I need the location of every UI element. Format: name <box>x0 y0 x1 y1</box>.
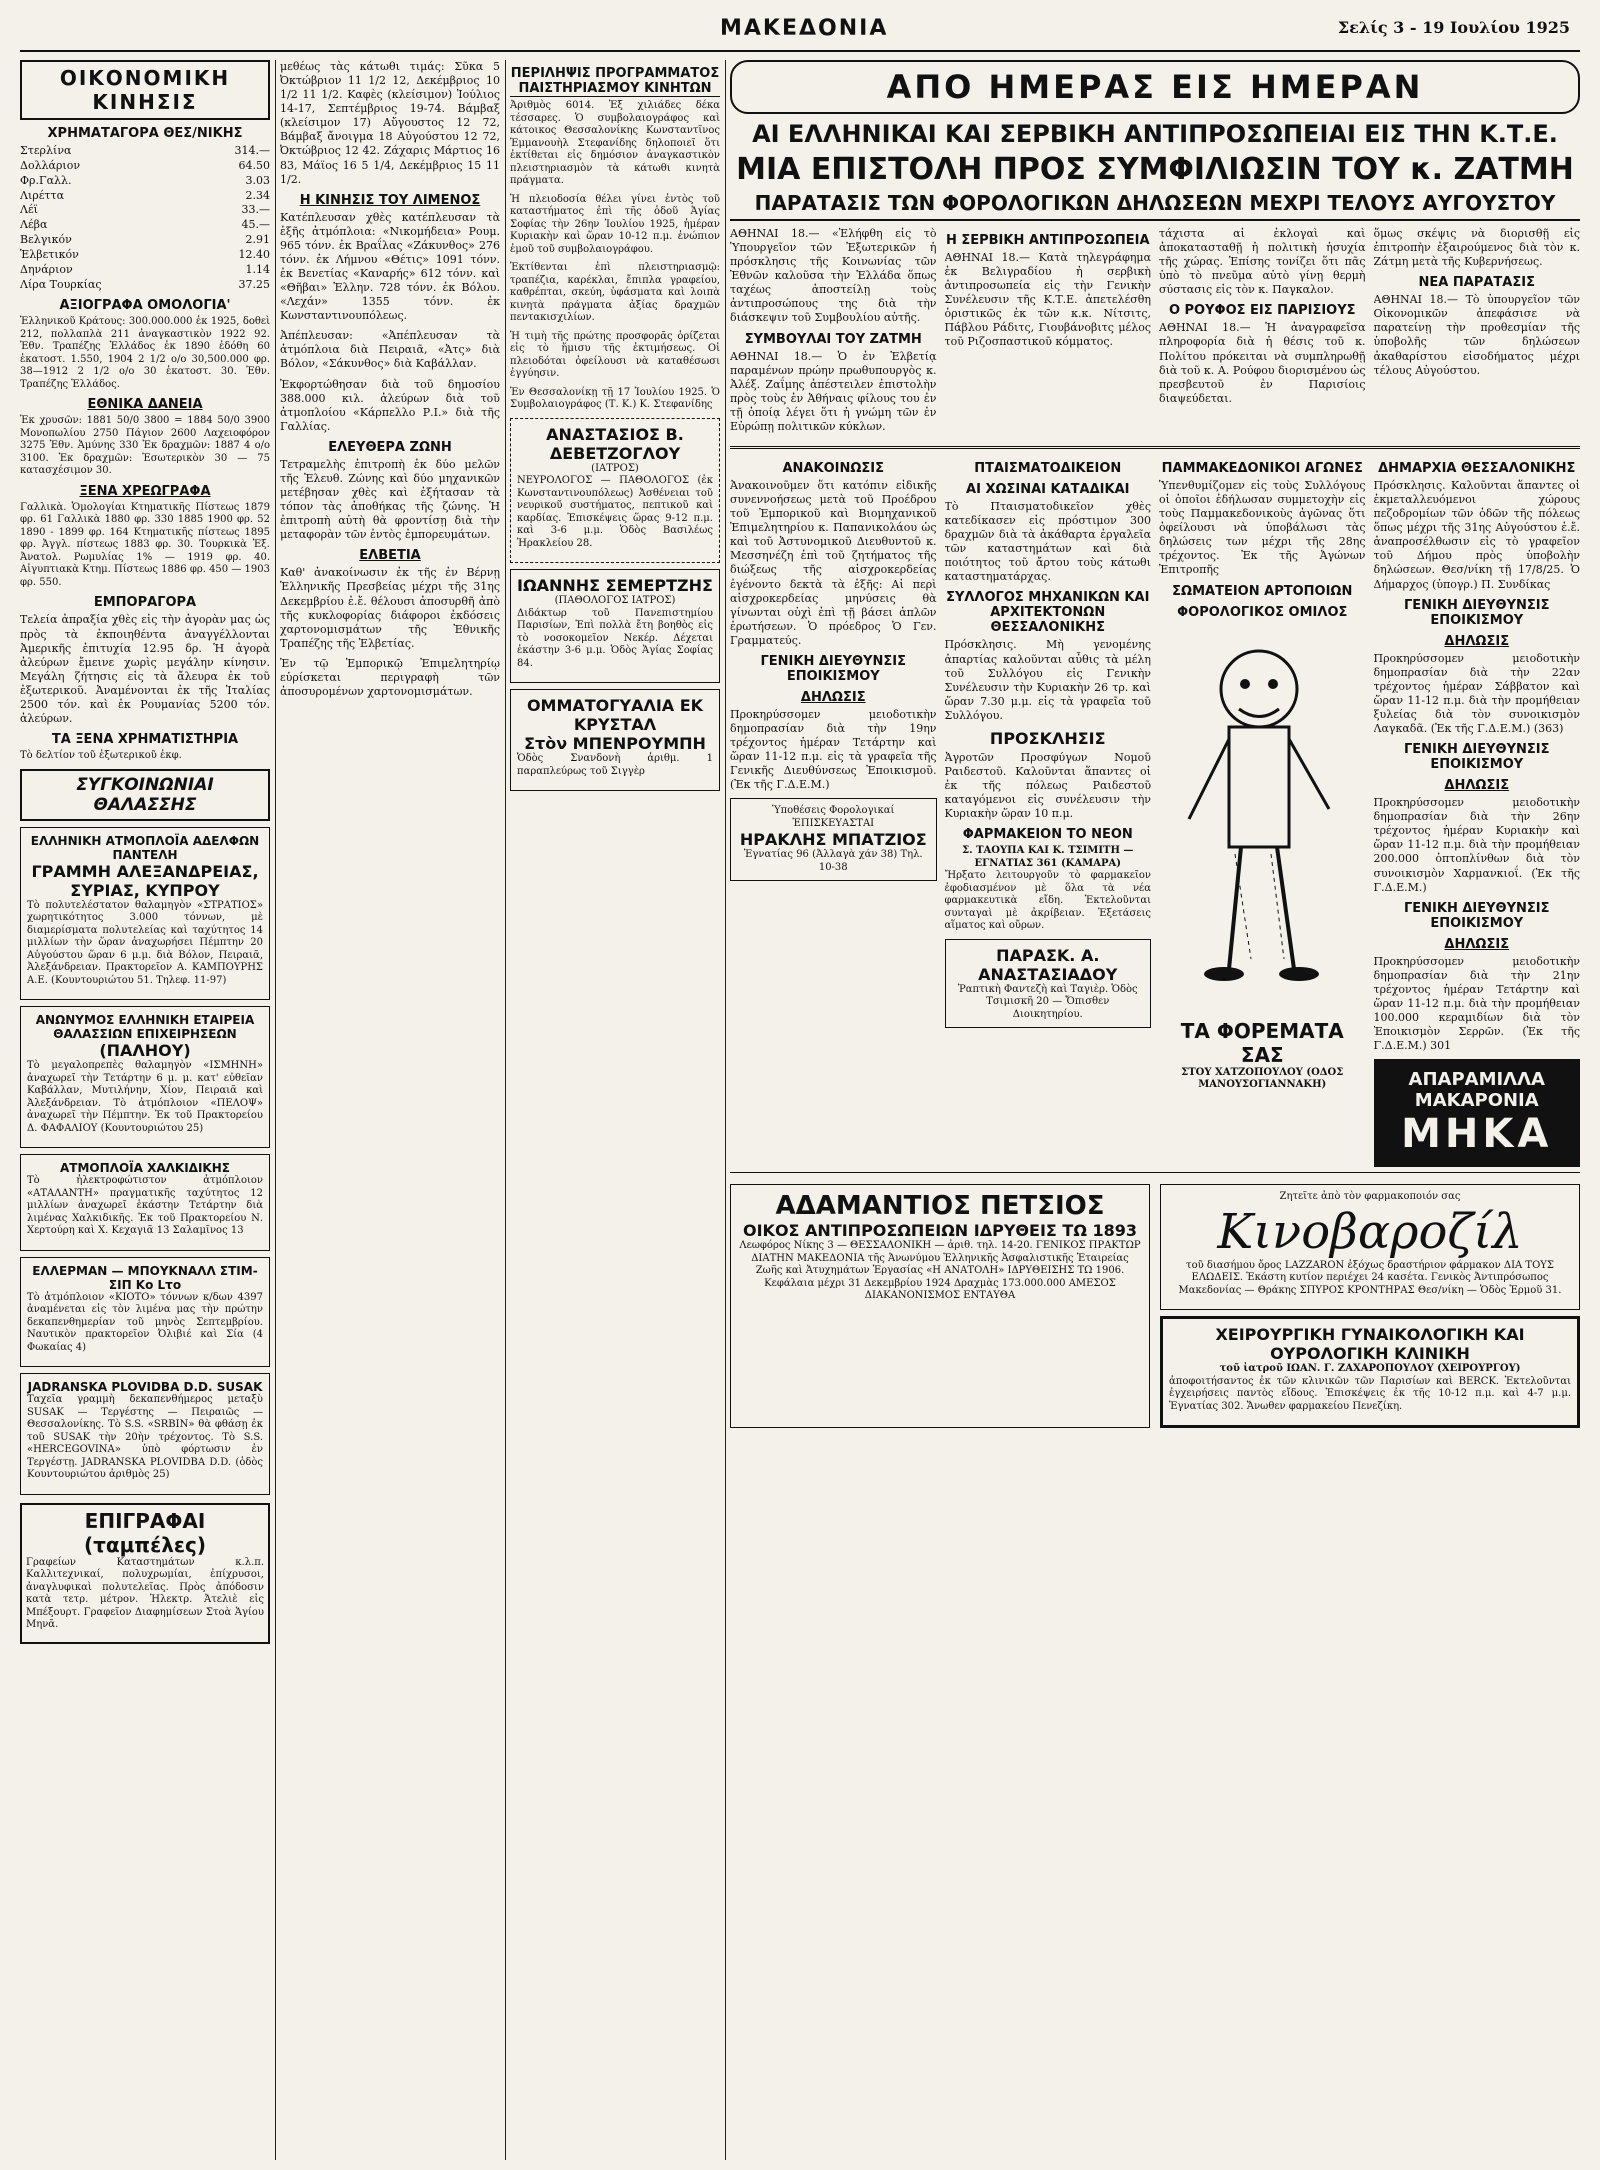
paragraph: ὅμως σκέψις νὰ διορισθῇ εἰς ἐπιτροπὴν ἐξαιρούμενος διὰ τὸν κ. Ζάτμη μετὰ τῆς Κυβερνήσεως. <box>1373 227 1580 269</box>
ad-title: ΑΤΜΟΠΛΟΪΑ ΧΑΛΚΙΔΙΚΗΣ <box>60 1161 230 1176</box>
paragraph: Ἐν Θεσσαλονίκῃ τῇ 17 Ἰουλίου 1925. Ὁ Συμβολαιογράφος (Τ. Κ.) Κ. Στεφανίδης <box>510 386 720 410</box>
commodity-heading: ΕΜΠΟΡΑΓΟΡΑ <box>93 595 197 611</box>
court-text: Τὸ Πταισματοδικεῖον χθὲς κατεδίκασεν εἰς πρόστιμον 300 δραχμῶν διὰ τὰ ἀκάθαρτα ἐργαλεῖα τῶν καταστημάτων καὶ διὰ ποιότητος τοῦ ἄρτου τοὺς κάτωθι καταστηματάρχας. <box>944 500 1151 584</box>
daily-banner: ΑΠΟ ΗΜΕΡΑΣ ΕΙΣ ΗΜΕΡΑΝ <box>730 60 1580 114</box>
currency-value: 2.91 <box>245 233 270 247</box>
stock-heading: ΤΑ ΞΕΝΑ ΧΡΗΜΑΤΙΣΤΗΡΙΑ <box>51 732 239 748</box>
currency-name: Δηνάριον <box>20 262 73 276</box>
paragraph: Ἡ πλειοδοσία θέλει γίνει ἐντὸς τοῦ καταστήματος ἐπὶ τῆς ὁδοῦ Ἁγίας Σοφίας τὴν 26ην Ἰουλίου 1925, ἡμέραν Κυριακὴν καὶ ὥραν 10-12 π.μ. ἐνώπιον ἐμοῦ τοῦ συμβολαιογράφου. <box>510 193 720 255</box>
ad-body: Τὸ ἀτμόπλοιον «ΚΙΟΤΟ» τόννων κ/δων 4397 ἀναμένεται εἰς τὸν λιμένα μας τὴν πρώτην δεκαπενθημερίαν τοῦ μηνὸς Σεπτεμβρίου. Ναυτικὸν πρακτορεῖον Ὀλιβιέ καὶ Σία (4 Φωκαίας 4) <box>27 1291 263 1353</box>
supply-heading: ΓΕΝΙΚΗ ΔΙΕΥΘΥΝΣΙΣ ΕΠΟΙΚΙΣΜΟΥ <box>1404 597 1550 628</box>
headline-2: ΜΙΑ ΕΠΙΣΤΟΛΗ ΠΡΟΣ ΣΥΜΦΙΛΙΩΣΙΝ ΤΟΥ κ. ΖΑΤΜΗ <box>736 152 1574 187</box>
lead-column <box>730 227 937 440</box>
divider <box>730 1172 1580 1173</box>
ad-subtitle: (ΠΑΛΗΟΥ) <box>99 1041 191 1061</box>
currency-name: Ἑλβετικόν <box>20 247 79 261</box>
medicine-ad-text: τοῦ διασήμου ὄρος LAZZARON ἐξόχως δραστήριον φάρμακον ΔΙΑ ΤΟΥΣ ΕΛΩΔΕΙΣ. Ἑκάστη κυτίον περιέχει 24 κασέτα. Γενικὸς Ἀντιπρόσωπος Μακεδονίας — Θράκης ΣΠΥΡΟΣ ΚΡΟΝΤΗΡΑΣ Θεσ/νίκη — Ὁδὸς Ἑρμοῦ 31. <box>1178 1259 1562 1296</box>
engineers-text: Πρόσκλησις. Μὴ γενομένης ἀπαρτίας καλοῦνται αὖθις τὰ μέλη τοῦ Συλλόγου εἰς Γενικὴν Συνέλευσιν τὴν Κυριακὴν 26 τρ. καὶ ὥραν 7.30 μ.μ. εἰς τὰ γραφεῖα τοῦ Συλλόγου. <box>944 638 1151 722</box>
ad-title: ΕΛΛΕΡΜΑΝ — ΜΠΟΥΚΝΑΛΛ ΣΤΙΜ-ΣΙΠ Κο Lτο <box>32 1263 258 1292</box>
newspaper-name: ΜΑΚΕΔΟΝΙΑ <box>720 16 889 41</box>
bakers-heading: ΣΩΜΑΤΕΙΟΝ ΑΡΤΟΠΟΙΩΝ <box>1172 583 1353 599</box>
ad-subtitle: ΟΙΚΟΣ ΑΝΤΙΠΡΟΣΩΠΕΙΩΝ ΙΔΡΥΘΕΙΣ ΤΩ 1893 <box>742 1221 1138 1241</box>
paragraph: Ἡ τιμὴ τῆς πρώτης προσφορᾶς ὁρίζεται εἰς τὸ ἥμισυ τῆς ἐκτιμήσεως. Οἱ πλειοδόται ὀφείλουσι νὰ καταθέσωσι ἐγγύησιν. <box>510 330 720 379</box>
clinic-ad-subtitle: τοῦ ἰατροῦ ΙΩΑΝ. Γ. ΖΑΧΑΡΟΠΟΥΛΟΥ (ΧΕΙΡΟΥΡΓΟΥ) <box>1219 1363 1521 1375</box>
announce-heading: ΑΝΑΚΟΙΝΩΣΙΣ <box>782 461 884 477</box>
supply-subheading: ΔΗΛΩΣΙΣ <box>800 689 866 705</box>
tax-club-heading: ΦΟΡΟΛΟΓΙΚΟΣ ΟΜΙΛΟΣ <box>1177 604 1348 620</box>
lower-column <box>1159 455 1366 1167</box>
municipality-heading: ΔΗΜΑΡΧΙΑ ΘΕΣΣΑΛΟΝΙΚΗΣ <box>1378 461 1576 477</box>
ad-subtitle: ΓΡΑΜΜΗ ΑΛΕΞΑΝΔΡΕΙΑΣ, ΣΥΡΙΑΣ, ΚΥΠΡΟΥ <box>31 861 259 900</box>
currency-name: Λιρέττα <box>20 188 65 202</box>
paragraph: Ἐκτίθενται ἐπὶ πλειστηριασμῷ: τραπέζια, καρέκλαι, ἔπιπλα γραφείου, καθρέπται, σκεύη, ὑφάσματα καὶ λοιπὰ κινητὰ πράγματα ἀξίας δραχμῶν πεντακισχιλίων. <box>510 262 720 323</box>
shipping-ad <box>20 1257 270 1368</box>
ad-subtitle: ΗΡΑΚΛΗΣ ΜΠΑΤΖΙΟΣ <box>739 830 927 850</box>
sub-heading: Η ΣΕΡΒΙΚΗ ΑΝΤΙΠΡΟΣΩΠΕΙΑ <box>945 233 1150 248</box>
column-market <box>280 60 500 2160</box>
stock-text: Τὸ δελτίον τοῦ ἐξωτερικοῦ ἐκφ. <box>20 750 182 762</box>
sub-heading: ΣΥΜΒΟΥΛΑΙ ΤΟΥ ΖΑΤΜΗ <box>744 331 922 347</box>
ad-title: ΟΜΜΑΤΟΓΥΑΛΙΑ ΕΚ ΚΡΥΣΤΑΛ <box>526 696 704 734</box>
clinic-ad <box>1160 1316 1580 1428</box>
bonds-text: Ἑλληνικοῦ Κράτους: 300.000.000 ἐκ 1925, δοθεὶ 212, πολλαπλὰ 211 ἀναγκαστικὸν 1922 92. Ἐθν. Τραπέζης Ἑλλάδος ἐκ 1890 ἐδόθη 60 ἑκατοστ. 1.550, 1904 2 1/2 ο/ο 30,500.000 φρ. 38—1912 2 1/2 ο/ο 30 ἑκατοστ. 30. Ἐθν. Τραπέζης Ἑλλάδος. <box>20 316 270 390</box>
currency-value: 33.— <box>241 203 270 217</box>
clothes-ad-subtitle: ΣΤΟΥ ΧΑΤΖΟΠΟΥΛΟΥ (ΟΔΟΣ ΜΑΝΟΥΣΟΓΙΑΝΝΑΚΗ) <box>1181 1066 1344 1091</box>
loans-text: Ἐκ χρυσῶν: 1881 50/0 3800 = 1884 50/0 3900 Μονοπωλίου 2750 Πάγιον 2600 Λαχειοφόρον 3275 Ἐθν. Ἀμύνης 330 Ἐκ δραχμῶν: 1887 4 ο/ο 3100. Ἐκ δραχμῶν: Ἐσωτερικὸν 30 — 75 κατασχέσιμον 30. <box>20 415 270 477</box>
paragraph: ΑΘΗΝΑΙ 18.— Ἡ ἀναγραφεῖσα πληροφορία διὰ ἡ θέσις τοῦ κ. Πολίτου πρόκειται νὰ συμπληρωθῇ διὰ τοῦ κ. Α. Ρούφου διορισμένου ὡς πρεσβευτοῦ ἐν Παρισίοις διαψεύδεται. <box>1159 321 1366 405</box>
shipping-ads <box>20 827 270 1495</box>
paragraph: Τετραμελὴς ἐπιτροπὴ ἐκ δύο μελῶν τῆς Ἐλευθ. Ζώνης καὶ δύο μηχανικῶν μετέβησαν χθὲς καὶ ἐξήτασαν τὰ τόπον τὰς ἀποθήκας τῆς ζώνης. Ἡ ἐπιτροπὴ αὐτὴ θὰ φροντίσῃ διὰ τὴν μεταφορὰν τῶν ἐντὸς ἐμπορευμάτων. <box>280 457 500 542</box>
ad-title: Ὑποθέσεις Φορολογικαί ἘΠΙΣΚΕΥΑΣΤΑΙ <box>772 805 895 829</box>
headline-3: ΠΑΡΑΤΑΣΙΣ ΤΩΝ ΦΟΡΟΛΟΓΙΚΩΝ ΔΗΛΩΣΕΩΝ ΜΕΧΡΙ ΤΕΛΟΥΣ ΑΥΓΟΥΣΤΟΥ <box>730 191 1580 221</box>
court-heading: ΠΤΑΙΣΜΑΤΟΔΙΚΕΙΟΝ <box>974 461 1122 477</box>
clinic-ad-text: ἀποφοιτήσαντος ἐκ τῶν κλινικῶν τῶν Παρισίων καὶ BERCK. Ἐκτελοῦνται ἐγχειρήσεις παντὸς εἴδους. Ἐπισκέψεις ἐκ τῆς 10-12 π.μ. καὶ 4-7 μ.μ. Ἐγνατίας 302. Ἄνωθεν φαρμακείου Πενεζίκη. <box>1169 1375 1571 1412</box>
currency-value: 3.03 <box>245 173 270 187</box>
invite-heading: ΠΡΟΣΚΛΗΣΙΣ <box>989 728 1106 748</box>
rate-row <box>20 233 270 248</box>
bottom-ads <box>730 1178 1580 1434</box>
sub-heading: Ο ΡΟΥΦΟΣ ΕΙΣ ΠΑΡΙΣΙΟΥΣ <box>1168 303 1356 319</box>
lead-articles <box>730 227 1580 440</box>
shipping-ad <box>20 827 270 1001</box>
paragraph: Κατέπλευσαν χθὲς κατέπλευσαν τὰ ἑξῆς ἀτμόπλοια: «Νικομήδεια» Ρουμ. 965 τόνν. ἐκ Βραΐλας «Ζάκυνθος» 276 τόνν. ἐκ Λήμνου «Θέτις» 1091 τόνν. ἐκ Βενετίας «Καναρής» 612 τόνν. καὶ «Θῆβαι» Ἑλλην. 728 τόνν. ἐκ Βόλου. «Λεχάν» 1355 τόνν. ἐκ Κωνσταντινουπόλεως. <box>280 210 500 323</box>
masthead <box>20 10 1580 52</box>
rate-row <box>20 248 270 263</box>
currency-name: Στερλίνα <box>20 144 72 157</box>
medicine-ad-lead: Ζητεῖτε ἀπὸ τὸν φαρμακοποιόν σας <box>1279 1191 1461 1203</box>
rate-row <box>20 278 270 293</box>
ad-body: Τὸ πολυτελέστατον θαλαμηγὸν «ΣΤΡΑΤΙΟΣ» χωρητικότητος 3.000 τόννων, μὲ διαμερίσματα πολυτελείας καὶ ταχύτητος 14 μιλλίων τὴν ὥραν ἀναχωρήσει Πέμπτην 20 Αὐγούστου ὥραν 6 μ.μ. διὰ Βόλον, Πειραιᾶ, Ἀλεξάνδρειαν. Πρακτορεῖον Α. ΚΑΜΠΟΥΡΗΣ Α.Ε. (Κουντουριώτου 51. Τηλεφ. 11-97) <box>27 899 263 986</box>
commodity-text: Τελεία ἀπραξία χθὲς εἰς τὴν ἀγορὰν μας ὡς πρὸς τὰ ἐκποιηθέντα ἀναγγέλλονται Ἀμερικῆς ἐπιτυχία 12.95 δρ. Ἡ ἀγορὰ ἀλεύρων ἔμεινε χωρὶς μεγάλην κίνησιν. Μεγάλη ζήτησις εἰς τὰ ἄλευρα ἐκ τοῦ ἐξωτερικοῦ. Ἀναμένονται ἐκ τῆς Ἰταλίας 2500 τόν. καὶ ἐκ Ρουμανίας 5200 τόν. ἀλεύρων. <box>20 613 270 725</box>
ad-title: ΙΩΑΝΝΗΣ ΣΕΜΕΡΤΖΗΣ <box>517 576 713 595</box>
pasta-ad-title: ΑΠΑΡΑΜΙΛΛΑ ΜΑΚΑΡΟΝΙΑ <box>1408 1069 1545 1112</box>
glasses-ad <box>510 689 720 791</box>
divider <box>730 446 1580 449</box>
paragraph: Καθ' ἀνακοίνωσιν ἐκ τῆς ἐν Βέρνῃ Ἑλληνικῆς Πρεσβείας μέχρι τῆς 31ης Δεκεμβρίου ἐ.ἔ. θέλουσι ἀποσυρθῆ ἀπὸ τῆς κυκλοφορίας διάφοροι ἐκδόσεις χαρτονομισμάτων τῆς Ἐθνικῆς Τραπέζης τῆς Ἑλβετίας. <box>280 566 500 650</box>
epigrafai-title: ΕΠΙΓΡΑΦΑΙ (ταμπέλες) <box>83 1508 207 1557</box>
market-heading: ΧΡΗΜΑΤΑΓΟΡΑ ΘΕΣ/ΝΙΚΗΣ <box>47 126 243 141</box>
currency-value: 2.34 <box>245 188 270 202</box>
pasta-ad-brand: ΜΗΚΑ <box>1401 1111 1553 1158</box>
supply-subheading: ΔΗΛΩΣΙΣ <box>1444 936 1510 952</box>
shipping-ad <box>20 1154 270 1251</box>
currency-name: Λίρα Τουρκίας <box>20 277 102 291</box>
auction-heading: ΠΕΡΙΛΗΨΙΣ ΠΡΟΓΡΑΜΜΑΤΟΣ ΠΑΙΣΤΗΡΙΑΣΜΟΥ ΚΙΝΗΤΩΝ <box>510 66 720 96</box>
supply-heading: ΓΕΝΙΚΗ ΔΙΕΥΘΥΝΣΙΣ ΕΠΟΙΚΙΣΜΟΥ <box>1404 742 1550 773</box>
ad-body: Διδάκτωρ τοῦ Πανεπιστημίου Παρισίων, Ἐπὶ πολλὰ ἔτη βοηθὸς εἰς τὸ νοσοκομεῖον Νεκέρ. Δέχεται ἐκάστην 3-6 μ.μ. Ὁδὸς Ἁγίας Σοφίας 84. <box>517 607 713 669</box>
ad-subtitle: (ΙΑΤΡΟΣ) <box>591 462 639 474</box>
shipping-banner: ΣΥΓΚΟΙΝΩΝΙΑΙ ΘΑΛΑΣΣΗΣ <box>20 769 270 821</box>
rate-row <box>20 174 270 189</box>
paragraph: ΑΘΗΝΑΙ 18.— Ὁ ἐν Ἑλβετίᾳ παραμένων πρώην πρωθυπουργὸς κ. Ἀλέξ. Ζαΐμης ἀπέστειλεν ἐπιστολὴν πρὸς τοὺς ἐν Ἀθήναις φίλους του ἐν τῇ ὁποίᾳ λέγει ὅτι ἡ γνώμη τῶν ἐν Εὐρώπῃ πολιτικῶν κύκλων. <box>730 349 937 433</box>
court-subheading: ΑΙ ΧΩΣΙΝΑΙ ΚΑΤΑΔΙΚΑΙ <box>966 482 1130 498</box>
lower-column <box>945 455 1152 1167</box>
paragraph: ΑΘΗΝΑΙ 18.— Κατὰ τηλεγράφημα ἐκ Βελιγραδίου ἡ σερβικὴ ἀντιπροσωπεία εἰς τὴν Γενικὴν Συνέλευσιν τῆς Κ.Τ.Ε. ἀπετελέσθη ὁριστικῶς ἐκ τῶν κ.κ. Νίτσιτς, Πάβλου Ράδιτς, Γιουβάνοβιτς μέλος τοῦ Ριζοσπαστικοῦ κόμματος. <box>944 251 1151 349</box>
column-news <box>730 60 1580 2160</box>
paragraph: μεθέως τὰς κάτωθι τιμάς: Σῦκα 5 Ὀκτώβριον 11 1/2 12, Δεκέμβριος 10 1/2 11 1/2. Καφὲς (κλείσιμον) Ἰούλιος 14-17, Σεπτέμβριος 19-74. Βάμβαξ (κλείσιμον 17) Αὔγουστος 12 72, Βάμβαξ ἄνοιγμα 18 Αὐγούστου 12 72, Ὀκτώβριος 12 42. Ζάχαρις Μάρτιος 16 83, Μάϊος 16 5 1/4, Δεκέμβριος 15 11 1/2. <box>280 60 500 186</box>
foreign-text: Γαλλικὰ. Ὁμολογίαι Κτηματικῆς Πίστεως 1879 φρ. 61 Γαλλικὰ 1880 φρ. 330 1885 1900 φρ. 52 1890 - 1899 φρ. 164 Κτηματικῆς πίστεως 1895 φρ. Ἀγγλ. πίστεως 1883 φρ. 30. Τουρκικὰ Ἐξ. Ἀνατολ. Ρωμυλίας 1% — 1919 φρ. 40. Αἰγυπτιακὰ Κτημ. Πίστεως 1886 φρ. 450 — 1903 φρ. 550. <box>20 501 270 588</box>
insurance-ad <box>730 1184 1150 1428</box>
rate-row <box>20 144 270 159</box>
pasta-ad <box>1374 1059 1581 1167</box>
loans-heading: ΕΘΝΙΚΑ ΔΑΝΕΙΑ <box>87 397 203 413</box>
epigrafai-ad <box>20 1503 270 1644</box>
issue-date: Σελίς 3 - 19 Ιουλίου 1925 <box>1337 18 1570 37</box>
lower-column <box>730 455 937 1167</box>
rate-row <box>20 203 270 218</box>
supply-subheading: ΔΗΛΩΣΙΣ <box>1444 633 1510 649</box>
currency-value: 314.— <box>234 144 270 157</box>
port-heading: Η ΚΙΝΗΣΙΣ ΤΟΥ ΛΙΜΕΝΟΣ <box>299 192 481 208</box>
paragraph: Ἐν τῷ Ἐμπορικῷ Ἐπιμελητηρίῳ εὑρίσκεται περιγραφὴ τῶν ἀποσυρομένων χαρτονομισμάτων. <box>280 656 500 698</box>
announce-text: Ἀνακοινοῦμεν ὅτι κατόπιν εἰδικῆς συνεννοήσεως μετὰ τοῦ Προέδρου τοῦ Ἐμπορικοῦ καὶ Βιομηχανικοῦ Ἐπιμελητηρίου κ. Παπανικολάου ὡς καὶ τοῦ Ἀστυνομικοῦ Διευθυντοῦ κ. Μεσσηνέζη ἐπὶ τοῦ ζητήματος τῆς διώξεως τῆς αἰσχροκερδείας ἐγένοντο δεκτὰ τὰ ἑξῆς: Αἱ περὶ αἰσχροκερδείας μηνύσεις θὰ γίνωνται οὐχὶ ἐπὶ τῇ βάσει ἁπλῶν ἐρωτήσεων. Ὁ πρόεδρος Ὁ Γεν. Γραμματεύς. <box>730 479 937 647</box>
currency-value: 64.50 <box>238 158 270 172</box>
ad-body: ΝΕΥΡΟΛΟΓΟΣ — ΠΑΘΟΛΟΓΟΣ (ἐκ Κωνσταντινουπόλεως) Ἀσθένειαι τοῦ νευρικοῦ συστήματος, πεπτικοῦ καὶ καρδίας. Ἐπισκέψεις ὥρας 9-12 π.μ. καὶ 3-6 μ.μ. Ὁδὸς Βασιλέως Ἡρακλείου 28. <box>517 475 713 549</box>
lower-column <box>1374 455 1581 1167</box>
supply-subheading: ΔΗΛΩΣΙΣ <box>1444 778 1510 794</box>
sub-heading: ΝΕΑ ΠΑΡΑΤΑΣΙΣ <box>1418 275 1535 291</box>
pharmacy-subheading: Σ. ΤΑΟΥΠΑ ΚΑΙ Κ. ΤΣΙΜΙΤΗ — ΕΓΝΑΤΙΑΣ 361 (ΚΑΜΑΡΑ) <box>962 845 1134 869</box>
supply-heading: ΓΕΝΙΚΗ ΔΙΕΥΘΥΝΣΙΣ ΕΠΟΙΚΙΣΜΟΥ <box>760 653 906 684</box>
games-text: Ὑπενθυμίζομεν εἰς τοὺς Συλλόγους οἱ ὁποῖοι ἐδήλωσαν συμμετοχὴν εἰς τοὺς Παμμακεδονικοὺς ἀγῶνας ὅτι ὀφείλουσι νὰ ὑποβάλωσι τὰς δηλώσεις των μέχρι τῆς 28ης τρέχοντος. Ἐκ τῆς Ἀγώνων Ἐπιτροπῆς <box>1159 479 1366 577</box>
currency-name: Φρ.Γαλλ. <box>20 173 72 187</box>
supply-heading: ΓΕΝΙΚΗ ΔΙΕΥΘΥΝΣΙΣ ΕΠΟΙΚΙΣΜΟΥ <box>1404 900 1550 931</box>
bonds-heading: ΑΞΙΟΓΡΑΦΑ ΟΜΟΛΟΓΙΑ' <box>59 298 231 314</box>
doctor-ad <box>510 569 720 683</box>
medicine-ad-brand: Κινοβαροζίλ <box>1217 1203 1523 1260</box>
ad-title: JADRANSKA PLOVIDBA D.D. SUSAK <box>27 1380 263 1395</box>
swiss-heading: ΕΛΒΕΤΙΑ <box>359 548 421 564</box>
games-heading: ΠΑΜΜΑΚΕΔΟΝΙΚΟΙ ΑΓΩΝΕΣ <box>1161 461 1363 477</box>
pharmacy-text: Ἤρξατο λειτουργοῦν τὸ φαρμακεῖον ἐφοδιασμένον μὲ ὅλα τὰ νέα φαρμακευτικὰ εἴδη. Ἐκτελοῦνται συνταγαὶ μὲ ἀκρίβειαν. Ἐξετάσεις αἵματος καὶ οὔρων. <box>944 870 1151 932</box>
column-economy <box>20 60 270 2160</box>
ad-subtitle: Στὸν ΜΠΕΝΡΟΥΜΠΗ <box>524 734 706 753</box>
lead-column <box>945 227 1152 440</box>
ad-body: Τὸ ἠλεκτροφώτιστον ἀτμόπλοιον «ΑΤΑΛΑΝΤΗ» πραγματικῆς ταχύτητος 12 μιλλίων ἀναχωρεῖ ἑκάστην Τετάρτην διὰ λιμένας Χαλκιδικῆς. Ἐκ τοῦ Πρακτορείου Ν. Χερτούρη καὶ Χ. Κεχαγιᾶ 13 Σαλαμῖνος 13 <box>27 1175 263 1237</box>
exchange-rates <box>20 144 270 292</box>
lead-column <box>1159 227 1366 440</box>
clinic-ad-title: ΧΕΙΡΟΥΡΓΙΚΗ ΓΥΝΑΙΚΟΛΟΓΙΚΗ ΚΑΙ ΟΥΡΟΛΟΓΙΚΗ ΚΛΙΝΙΚΗ <box>1215 1325 1525 1364</box>
rate-row <box>20 159 270 174</box>
epigrafai-text: Γραφείων Καταστημάτων κ.λ.π. Καλλιτεχνικαί, πολυχρωμίαι, ἐπίχρυσοι, ἀναγλυφικαὶ πολυτελεῖας. Πρὸς ἀπόδοσιν κατὰ τετρ. μέτρον. Ἠλεκτρ. Ἀτελιὲ εἰς Μπέξουρτ. Γραφεῖον Διαφημίσεων Στοὰ Ἁγίου Μηνᾶ. <box>26 1556 264 1631</box>
currency-name: Βελγικόν <box>20 233 72 247</box>
currency-value: 37.25 <box>238 277 270 291</box>
pharmacy-heading: ΦΑΡΜΑΚΕΙΟΝ ΤΟ ΝΕΟΝ <box>962 827 1133 843</box>
medicine-ad <box>1160 1184 1580 1310</box>
dandy-illustration <box>1159 629 1359 1009</box>
headline-1: ΑΙ ΕΛΛΗΝΙΚΑΙ ΚΑΙ ΣΕΡΒΙΚΗ ΑΝΤΙΠΡΟΣΩΠΕΙΑΙ ΕΙΣ ΤΗΝ Κ.Τ.Ε. <box>752 120 1558 148</box>
doctor-ad <box>510 418 720 564</box>
currency-name: Δολλάριον <box>20 158 81 172</box>
ad-title: ΑΝΩΝΥΜΟΣ ΕΛΛΗΝΙΚΗ ΕΤΑΙΡΕΙΑ ΘΑΛΑΣΣΙΩΝ ΕΠΙΧΕΙΡΗΣΕΩΝ <box>35 1013 255 1042</box>
paragraph: ΑΘΗΝΑΙ 18.— Τὸ ὑπουργεῖον τῶν Οἰκονομικῶν ἀπεφάσισε νὰ παρατείνῃ τὴν προθεσμίαν τῆς ὑποβολῆς τῶν δηλώσεων ἀκαθαρίστου εἰσοδήματος μέχρι τέλους Αὐγούστου. <box>1373 293 1580 377</box>
supply-text: Προκηρύσσομεν μειοδοτικὴν δημοπρασίαν διὰ τὴν 22αν τρέχοντος ἡμέραν Σάββατον καὶ ὥραν 11-12 π.μ. διὰ τὴν προμήθειαν ξυλείας διὰ τὸν συνοικισμὸν Λαγκαδᾶ. (Ἐκ τῆς Γ.Δ.Ε.Μ.) (363) <box>1373 651 1580 736</box>
invite-text: Ἀγροτῶν Προσφύγων Νομοῦ Ραιδεστοῦ. Καλοῦνται ἅπαντες οἱ ἐκ τῆς πόλεως Ραιδεστοῦ καταγόμενοι εἰς συνέλευσιν τὴν Κυριακὴν ὥραν 10 π.μ. <box>944 750 1151 821</box>
currency-value: 12.40 <box>238 247 270 261</box>
column-rule <box>725 60 726 2160</box>
engineers-heading: ΣΥΛΛΟΓΟΣ ΜΗΧΑΝΙΚΩΝ ΚΑΙ ΑΡΧΙΤΕΚΤΟΝΩΝ ΘΕΣΣΑΛΟΝΙΚΗΣ <box>946 590 1150 636</box>
ad-body: Λεωφόρος Νίκης 3 — ΘΕΣΣΑΛΟΝΙΚΗ — ἀριθ. τηλ. 14-20. ΓΕΝΙΚΟΣ ΠΡΑΚΤΩΡ ΔΙΑΤΗΝ ΜΑΚΕΔΟΝΙΑ τῆς Ἀνωνύμου Ἑλληνικῆς Ἀσφαλιστικῆς Ἑταιρείας Ζωῆς καὶ Ἀτυχημάτων Ἐργασίας «Η ΑΝΑΤΟΛΗ» ΙΔΡΥΘΕΙΣΗΣ ΤΩ 1906. Κεφάλαια μέχρι 31 Δεκεμβρίου 1924 Δραχμὰς 173.000.000 ΑΜΕΣΟΣ ΔΙΑΚΑΝΟΝΙΣΜΟΣ ΕΝΤΑΥΘΑ <box>739 1240 1141 1302</box>
shipping-ad <box>20 1006 270 1148</box>
tax-office-ad <box>730 798 937 881</box>
ad-body: Ῥαπτικὴ Φαντεζὴ καὶ Ταγιὲρ. Ὁδὸς Τσιμισκῆ 20 — Ὄπισθεν Διοικητηρίου. <box>957 983 1138 1020</box>
zone-heading: ΕΛΕΥΘΕΡΑ ΖΩΝΗ <box>328 439 452 455</box>
ad-title: ΑΝΑΣΤΑΣΙΟΣ Β. ΔΕΒΕΤΖΟΓΛΟΥ <box>546 424 684 463</box>
ad-subtitle: (ΠΑΘΟΛΟΓΟΣ ΙΑΤΡΟΣ) <box>554 595 676 606</box>
paragraph: Ἐκφορτώθησαν διὰ τοῦ δημοσίου 388.000 κιλ. ἀλεύρων διὰ τοῦ ἀτμοπλοίου «Κάρπελλο Ρ.Ι.» διὰ τῆς Γαλλίας. <box>280 377 500 433</box>
economy-banner: ΟΙΚΟΝΟΜΙΚΗ ΚΙΝΗΣΙΣ <box>20 60 270 120</box>
paragraph: ΑΘΗΝΑΙ 18.— «Ἐλήφθη εἰς τὸ Ὑπουργεῖον τῶν Ἐξωτερικῶν ἡ πρόσκλησις τῆς Κοινωνίας τῶν Ἐθνῶν καλοῦσα τὴν Ἑλλάδα ὅπως ταχέως ἀποστείλῃ τοὺς ἀντιπροσώπους της διὰ τὴν διάσκεψιν τοῦ Συμβουλίου αὐτῆς. <box>730 227 937 325</box>
column-rule <box>275 60 276 2160</box>
lower-articles <box>730 455 1580 1167</box>
ad-title: ΕΛΛΗΝΙΚΗ ΑΤΜΟΠΛΟΪΑ ΑΔΕΛΦΩΝ ΠΑΝΤΕΛΗ <box>30 833 260 862</box>
ad-body: Ἐγνατίας 96 (Ἀλλαγὰ χάν 38) Τηλ. 10-38 <box>743 849 923 873</box>
foreign-heading: ΞΕΝΑ ΧΡΕΩΓΡΑΦΑ <box>79 483 211 499</box>
right-ads <box>1160 1178 1580 1434</box>
clothes-ad-title: ΤΑ ΦΟΡΕΜΑΤΑ ΣΑΣ <box>1180 1018 1344 1067</box>
lead-column <box>1374 227 1581 440</box>
rate-row <box>20 218 270 233</box>
rate-row <box>20 263 270 278</box>
currency-value: 1.14 <box>245 262 270 276</box>
currency-name: Λέϊ <box>20 203 38 217</box>
supply-text: Προκηρύσσομεν μειοδοτικὴν δημοπρασίαν διὰ τὴν 26ην τρέχοντος ἡμέραν Κυριακὴν καὶ ὥραν 11-12 π.μ. διὰ τὴν προμήθειαν 200.000 ὀπτοπλίνθων διὰ τὸν συνοικισμὸν Χαρμανκιοΐ. (Ἐκ τῆς Γ.Δ.Ε.Μ.) <box>1373 796 1580 894</box>
ad-title: ΑΔΑΜΑΝΤΙΟΣ ΠΕΤΣΙΟΣ <box>775 1191 1105 1222</box>
currency-name: Λέβα <box>20 218 48 232</box>
column-auction <box>510 60 720 2160</box>
supply-text: Προκηρύσσομεν μειοδοτικὴν δημοπρασίαν διὰ τὴν 19ην τρέχοντος ἡμέραν Τετάρτην καὶ ὥραν 11-12 π.μ. εἰς τὰ γραφεῖα τῆς Γενικῆς Διευθύνσεως Ἐποικισμοῦ. (Ἐκ τῆς Γ.Δ.Ε.Μ.) <box>730 707 937 792</box>
municipality-text: Πρόσκλησις. Καλοῦνται ἅπαντες οἱ ἐκμεταλλευόμενοι χώρους πεζοδρομίων τῶν ὁδῶν τῆς πόλεως ὅπως μέχρι τῆς 31ης Αὐγούστου ἐ.ἔ. ἀναπροσέλθωσιν εἰς τὸ γραφεῖον τοῦ Δήμου πρὸς ὑποβολὴν δηλώσεων. Θεσ/νίκη τῇ 17/8/25. Ὁ Δήμαρχος (ὑπογρ.) Π. Συνδίκας <box>1373 479 1580 591</box>
ad-title: ΠΑΡΑΣΚ. Α. ΑΝΑΣΤΑΣΙΑΔΟΥ <box>978 945 1118 984</box>
ad-body: Ταχεῖα γραμμὴ δεκαπενθήμερος μεταξὺ SUSAK — Τεργέστης — Πειραιῶς — Θεσσαλονίκης. Τὸ S.S. «SRBIN» θὰ φθάσῃ ἐκ τοῦ SUSAK τὴν 20ὴν τρέχοντος. Τὸ S.S. «HERCEGOVINA» ὑπὸ φόρτωσιν ἐν Τεργέστῃ. JADRANSKA PLOVIDBA D.D. (ὁδὸς Κουντουριώτου ἀριθμὸς 25) <box>27 1394 263 1481</box>
newspaper-page <box>20 10 1580 2160</box>
ad-body: Τὸ μεγαλοπρεπὲς θαλαμηγὸν «ΙΣΜΗΝΗ» ἀναχωρεῖ τὴν Τετάρτην 6 μ. μ. κατ' εὐθεῖαν Καβάλλαν, Μυτιλήνην, Χίον, Πειραιᾶ καὶ Ἀλεξάνδρειαν. Τὸ ἀτμόπλοιον «ΠΕΛΟΨ» ἀναχωρεῖ τὴν Πέμπτην. Ἐκ τοῦ Πρακτορείου Δ. ΦΑΦΑΛΙΟΥ (Κουντουριώτου 25) <box>27 1060 263 1134</box>
column-rule <box>505 60 506 2160</box>
rate-row <box>20 189 270 204</box>
supply-text: Προκηρύσσομεν μειοδοτικὴν δημοπρασίαν διὰ τὴν 21ην τρέχοντος ἡμέραν Τετάρτην καὶ ὥραν 11-12 π.μ. διὰ τὴν προμήθειαν 100.000 κεραμιδίων διὰ τὸν Ἐποικισμὸν Σερρῶν. (Ἐκ τῆς Γ.Δ.Ε.Μ.) 301 <box>1373 954 1580 1053</box>
shipping-ad <box>20 1373 270 1495</box>
currency-value: 45.— <box>241 218 270 232</box>
tailor-ad <box>945 939 1152 1029</box>
paragraph: Ἀπέπλευσαν: «Ἀπέπλευσαν τὰ ἀτμόπλοια διὰ Πειραιᾶ, «Ἀτς» διὰ Βόλον, «Σάκυνθος» διὰ Καβάλλαν. <box>280 329 500 371</box>
ad-body: Ὁδὸς Σνανδονὴ ἀριθμ. 1 παραπλεύρως τοῦ Σιγγὲρ <box>517 753 713 777</box>
paragraph: Ἀριθμὸς 6014. Ἐξ χιλιάδες δέκα τέσσαρες. Ὁ συμβολαιογράφος καὶ κάτοικος Θεσσαλονίκης Κωνσταντῖνος Ἐμμανουὴλ Στεφανίδης δηλοποιεῖ ὅτι ἐκτίθεται εἰς δημόσιον ἀναγκαστικὸν πλειστηριασμὸν τὰ κάτωθι κινητὰ πράγματα. <box>510 100 720 186</box>
paragraph: τάχιστα αἱ ἐκλογαὶ καὶ ἀποκατασταθῇ ἡ πολιτικὴ ἡσυχία τῆς χώρας. Ἐπίσης τονίζει ὅτι πᾶς ὑπὸ τὸ πνεῦμα αὐτὸ γίνῃ θερμὴ σύστασις εἰς τὸν κ. Παγκαλον. <box>1159 227 1366 297</box>
